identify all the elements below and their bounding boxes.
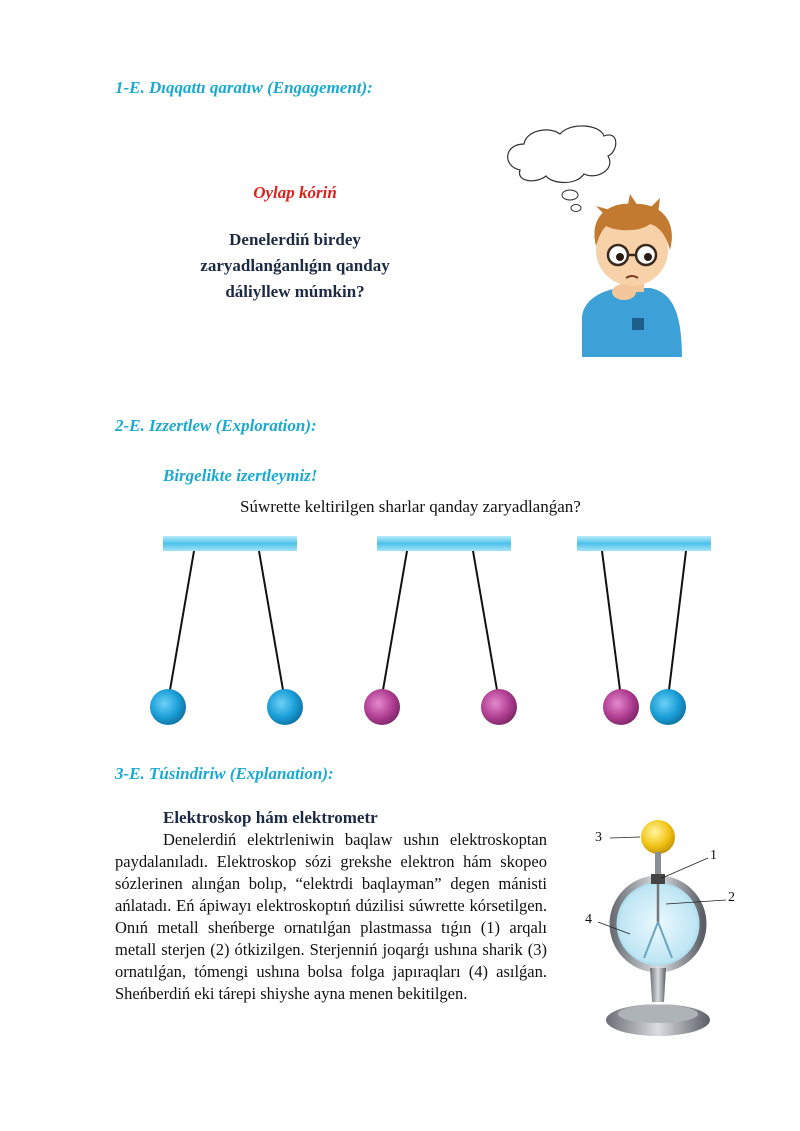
think-question-line-2: zaryadlanǵanlıǵın qanday	[200, 256, 390, 275]
support-bar-1	[163, 536, 297, 551]
thread-2-left	[383, 551, 407, 690]
ball-2-left	[364, 689, 400, 725]
pendulums-figure	[140, 530, 730, 730]
label-2: 2	[728, 890, 735, 905]
support-bar-2	[377, 536, 511, 551]
stand-neck	[650, 968, 666, 1002]
label-1: 1	[710, 848, 717, 863]
shirt-pocket	[632, 318, 644, 330]
thought-bubble-2	[571, 205, 581, 212]
thread-1-right	[259, 551, 283, 690]
think-question-line-3: dáliyllew múmkin?	[225, 282, 365, 301]
plastic-plug	[651, 874, 665, 884]
label-4: 4	[585, 912, 592, 927]
ball-1-right	[267, 689, 303, 725]
thinking-boy-illustration	[500, 122, 695, 362]
thread-2-right	[473, 551, 497, 690]
section2-task: Súwrette keltirilgen sharlar qanday zaryadlanǵan?	[240, 497, 581, 516]
ball-2-right	[481, 689, 517, 725]
thread-3-right	[669, 551, 686, 690]
thread-3-left	[602, 551, 620, 690]
think-title: Oylap kóriń	[253, 183, 337, 202]
label-3: 3	[595, 830, 602, 845]
support-bar-3	[577, 536, 711, 551]
section2-heading: 2-E. Izzertlew (Exploration):	[115, 416, 317, 435]
think-block	[145, 183, 445, 305]
boy-hand	[612, 284, 636, 300]
section1-heading: 1-E. Dıqqattı qaratıw (Engagement):	[115, 78, 373, 97]
ball-1-left	[150, 689, 186, 725]
paragraph-body: Denelerdiń elektrleniwin baqlaw ushın elektroskoptan paydalanıladı. Elektroskop sózi grekshe elektron hám skopeo sózlerinen alınǵan bolıp, “elektrdi baqlayman” degen mánisti ańlatadı. Eń ápiwayı elektroskoptıń dúzilisi súwrette kórsetilgen. Onıń metall sheńberge ornatılǵan plastmassa tıǵın (1) arqalı metall sterjen (2) ótkizilgen. Sterjenniń joqarǵı ushına sharik (3) ornatılǵan, tómengi ushına bolsa folga japıraqları (4) asılǵan. Sheńberdiń eki tárepi shiyshe ayna menen bekitilgen.	[115, 830, 547, 1003]
section2-subheading: Birgelikte izertleymiz!	[163, 466, 318, 485]
ball-3-left	[603, 689, 639, 725]
thread-1-left	[170, 551, 194, 690]
electroscope-illustration	[580, 812, 750, 1047]
ball-3-right	[650, 689, 686, 725]
paragraph-title: Elektroskop hám elektrometr	[163, 808, 378, 827]
sharik-ball	[641, 820, 675, 854]
thought-bubble-1	[562, 190, 578, 200]
thought-cloud	[508, 126, 616, 183]
section3-heading: 3-E. Túsindiriw (Explanation):	[115, 764, 334, 783]
think-question-line-1: Denelerdiń birdey	[229, 230, 361, 249]
